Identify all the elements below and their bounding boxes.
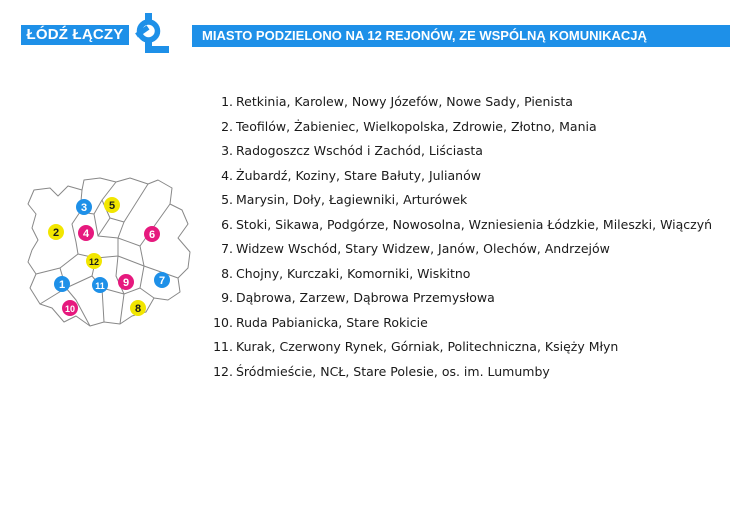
district-list bbox=[208, 92, 712, 386]
district-item bbox=[208, 288, 712, 313]
marker-label: 7 bbox=[158, 275, 166, 287]
district-number: 2. bbox=[221, 118, 233, 134]
district-number: 11. bbox=[213, 339, 233, 354]
district-marker-7 bbox=[154, 272, 170, 288]
district-marker-5 bbox=[104, 197, 120, 213]
district-marker-8 bbox=[130, 300, 146, 316]
district-marker-6 bbox=[144, 226, 160, 242]
district-item bbox=[208, 190, 712, 215]
district-names: Żubardź, Koziny, Stare Bałuty, Julianów bbox=[236, 167, 481, 183]
district-item bbox=[208, 117, 712, 142]
district-item bbox=[208, 141, 712, 166]
district-number: 7. bbox=[221, 241, 233, 256]
district-item bbox=[208, 92, 712, 117]
district-names: Ruda Pabianicka, Stare Rokicie bbox=[236, 314, 428, 330]
district-names: Marysin, Doły, Łagiewniki, Arturówek bbox=[236, 192, 468, 207]
district-number: 12. bbox=[213, 363, 233, 379]
marker-label: 3 bbox=[80, 202, 88, 214]
district-marker-2 bbox=[48, 224, 64, 240]
district-number: 9. bbox=[221, 290, 233, 305]
marker-label: 6 bbox=[148, 229, 156, 241]
district-marker-12 bbox=[86, 253, 102, 269]
brand-label: ŁÓDŹ ŁĄCZY bbox=[21, 25, 129, 45]
district-map bbox=[20, 176, 200, 336]
district-item bbox=[208, 264, 712, 289]
district-number: 5. bbox=[221, 192, 233, 207]
district-names: Widzew Wschód, Stary Widzew, Janów, Olechów, Andrzejów bbox=[236, 241, 610, 256]
district-marker-10 bbox=[62, 300, 78, 316]
district-number: 8. bbox=[221, 265, 233, 281]
district-names: Chojny, Kurczaki, Komorniki, Wiskitno bbox=[236, 265, 471, 281]
marker-label: 11 bbox=[95, 281, 105, 291]
district-number: 10. bbox=[213, 314, 233, 330]
marker-label: 12 bbox=[88, 257, 100, 267]
district-item bbox=[208, 313, 712, 338]
district-names: Retkinia, Karolew, Nowy Józefów, Nowe Sady, Pienista bbox=[236, 94, 573, 109]
district-number: 3. bbox=[221, 143, 233, 158]
district-item bbox=[208, 337, 712, 362]
marker-label: 9 bbox=[122, 277, 130, 289]
district-names: Śródmieście, NCŁ, Stare Polesie, os. im. Lumumby bbox=[236, 363, 550, 379]
district-marker-9 bbox=[118, 274, 134, 290]
district-names: Stoki, Sikawa, Podgórze, Nowosolna, Wzniesienia Łódzkie, Mileszki, Wiączyń bbox=[236, 216, 713, 232]
marker-label: 1 bbox=[58, 279, 66, 291]
district-marker-11 bbox=[92, 277, 108, 293]
marker-label: 2 bbox=[52, 227, 60, 239]
district-marker-4 bbox=[78, 225, 94, 241]
district-names: Dąbrowa, Zarzew, Dąbrowa Przemysłowa bbox=[236, 290, 495, 305]
district-item bbox=[208, 166, 712, 191]
district-names: Kurak, Czerwony Rynek, Górniak, Politechniczna, Księży Młyn bbox=[236, 339, 619, 354]
district-number: 6. bbox=[221, 216, 233, 232]
district-names: Teofilów, Żabieniec, Wielkopolska, Zdrowie, Złotno, Mania bbox=[236, 118, 597, 134]
district-item bbox=[208, 215, 712, 240]
marker-label: 4 bbox=[82, 228, 90, 240]
district-item bbox=[208, 239, 712, 264]
header-banner: MIASTO PODZIELONO NA 12 REJONÓW, ZE WSPÓLNĄ KOMUNIKACJĄ bbox=[192, 25, 730, 47]
lodz-logo-icon bbox=[133, 13, 169, 53]
district-names: Radogoszcz Wschód i Zachód, Liściasta bbox=[236, 143, 483, 158]
marker-label: 8 bbox=[134, 303, 142, 315]
marker-label: 10 bbox=[64, 304, 76, 314]
marker-label: 5 bbox=[108, 200, 116, 212]
district-number: 1. bbox=[221, 94, 233, 109]
district-marker-1 bbox=[54, 276, 70, 292]
district-marker-3 bbox=[76, 199, 92, 215]
district-item bbox=[208, 362, 712, 387]
district-number: 4. bbox=[221, 167, 233, 183]
